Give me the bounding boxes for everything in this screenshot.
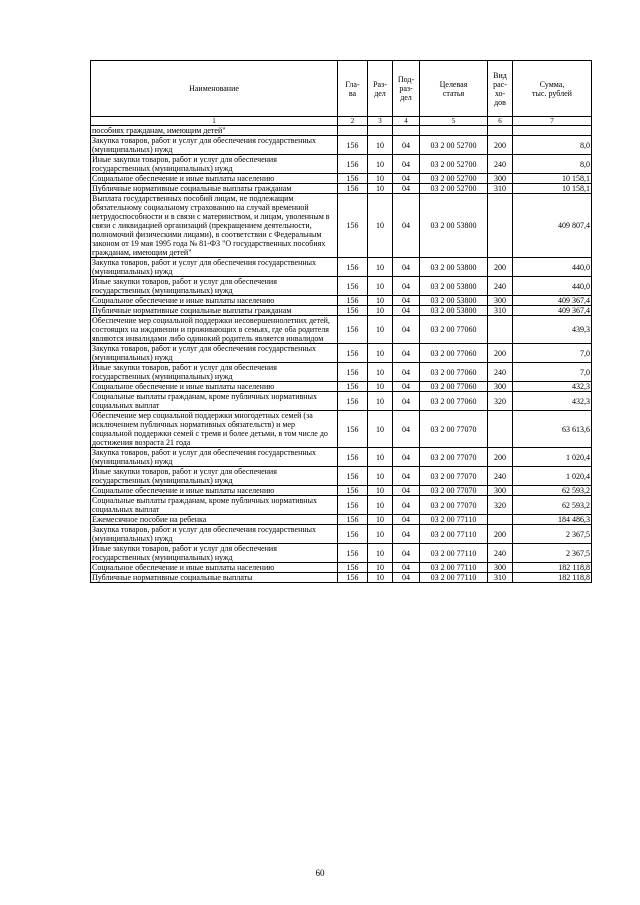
cell-amount: 432,3 [513,392,592,411]
cell-razdel: 10 [368,563,393,573]
cell-podrazdel: 04 [393,448,420,467]
header-razdel: Раз- дел [368,61,393,117]
table-row [91,155,592,174]
cell-target-article: 03 2 00 77070 [420,486,488,496]
cell-amount: 409 367,4 [513,306,592,316]
cell-amount: 182 118,8 [513,573,592,583]
cell-razdel: 10 [368,306,393,316]
cell-razdel: 10 [368,363,393,382]
cell-expense-type: 240 [488,467,513,486]
cell-razdel: 10 [368,258,393,277]
cell-razdel: 10 [368,174,393,184]
cell-glava: 156 [338,184,368,194]
cell-podrazdel: 04 [393,382,420,392]
cell-glava: 156 [338,448,368,467]
cell-glava: 156 [338,382,368,392]
cell-target-article: 03 2 00 77070 [420,448,488,467]
cell-amount: 7,0 [513,363,592,382]
cell-glava: 156 [338,525,368,544]
cell-glava: 156 [338,563,368,573]
cell-expense-type: 300 [488,174,513,184]
cell-target-article: 03 2 00 77070 [420,411,488,448]
cell-razdel: 10 [368,155,393,174]
table-row [91,486,592,496]
cell-name: Социальное обеспечение и иные выплаты населению [91,296,338,306]
cell-name: Публичные нормативные социальные выплаты гражданам [91,306,338,316]
cell-expense-type [488,316,513,344]
cell-glava: 156 [338,296,368,306]
cell-name: Социальное обеспечение и иные выплаты населению [91,382,338,392]
cell-glava: 156 [338,174,368,184]
page-number: 60 [315,868,325,878]
cell-expense-type: 200 [488,258,513,277]
cell-target-article: 03 2 00 52700 [420,136,488,155]
table-row [91,411,592,448]
cell-name: Закупка товаров, работ и услуг для обеспечения государственных (муниципальных) нужд [91,448,338,467]
cell-razdel: 10 [368,382,393,392]
cell-amount: 439,3 [513,316,592,344]
cell-glava: 156 [338,194,368,258]
cell-glava: 156 [338,258,368,277]
budget-table [90,60,592,583]
cell-target-article: 03 2 00 53800 [420,296,488,306]
cell-razdel: 10 [368,296,393,306]
cell-podrazdel: 04 [393,184,420,194]
cell-target-article: 03 2 00 77060 [420,363,488,382]
cell-target-article: 03 2 00 77110 [420,515,488,525]
cell-target-article: 03 2 00 77060 [420,382,488,392]
cell-podrazdel: 04 [393,174,420,184]
cell-podrazdel: 04 [393,544,420,563]
cell-podrazdel: 04 [393,496,420,515]
cell-amount: 409 367,4 [513,296,592,306]
cell-target-article: 03 2 00 77110 [420,573,488,583]
cell-expense-type: 300 [488,563,513,573]
cell-razdel: 10 [368,496,393,515]
header-podrazdel: Под- раз- дел [393,61,420,117]
cell-glava: 156 [338,316,368,344]
column-number: 5 [420,117,488,126]
cell-amount: 8,0 [513,155,592,174]
column-number: 4 [393,117,420,126]
cell-expense-type: 310 [488,184,513,194]
cell-name: Социальное обеспечение и иные выплаты населению [91,174,338,184]
cell-name: Обеспечение мер социальной поддержки несовершеннолетних детей, состоящих на иждивении и проживающих в семьях, где оба родителя являются инвалидами либо одинокий родитель является инвалидом [91,316,338,344]
cell-amount: 409 807,4 [513,194,592,258]
cell-amount: 182 118,8 [513,563,592,573]
table-body [91,126,592,583]
cell-amount: 1 020,4 [513,467,592,486]
cell-glava: 156 [338,573,368,583]
cell-amount: 62 593,2 [513,496,592,515]
table-row [91,126,592,136]
cell-amount: 63 613,6 [513,411,592,448]
cell-razdel: 10 [368,184,393,194]
table-row [91,136,592,155]
table-row [91,277,592,296]
cell-target-article: 03 2 00 52700 [420,184,488,194]
cell-target-article: 03 2 00 77110 [420,525,488,544]
cell-expense-type: 300 [488,486,513,496]
cell-amount: 10 158,1 [513,184,592,194]
cell-amount: 440,0 [513,258,592,277]
column-number: 1 [91,117,338,126]
header-glava: Гла- ва [338,61,368,117]
table-row [91,563,592,573]
cell-expense-type: 200 [488,448,513,467]
cell-target-article: 03 2 00 77060 [420,316,488,344]
cell-glava: 156 [338,411,368,448]
cell-name: Иные закупки товаров, работ и услуг для обеспечения государственных (муниципальных) нужд [91,544,338,563]
table-row [91,184,592,194]
cell-razdel: 10 [368,344,393,363]
cell-podrazdel: 04 [393,277,420,296]
column-number: 3 [368,117,393,126]
cell-razdel: 10 [368,448,393,467]
cell-expense-type: 310 [488,306,513,316]
table-row [91,525,592,544]
table-row [91,363,592,382]
cell-razdel: 10 [368,136,393,155]
cell-podrazdel: 04 [393,525,420,544]
cell-name: Социальное обеспечение и иные выплаты населению [91,486,338,496]
cell-razdel: 10 [368,467,393,486]
cell-podrazdel: 04 [393,258,420,277]
cell-razdel [368,126,393,136]
cell-podrazdel: 04 [393,392,420,411]
cell-name: Закупка товаров, работ и услуг для обеспечения государственных (муниципальных) нужд [91,344,338,363]
cell-podrazdel: 04 [393,306,420,316]
cell-glava: 156 [338,392,368,411]
cell-glava: 156 [338,306,368,316]
cell-amount: 10 158,1 [513,174,592,184]
cell-podrazdel: 04 [393,573,420,583]
cell-target-article: 03 2 00 77110 [420,563,488,573]
cell-expense-type: 200 [488,525,513,544]
cell-name: Иные закупки товаров, работ и услуг для обеспечения государственных (муниципальных) нужд [91,277,338,296]
table-row [91,467,592,486]
cell-expense-type: 200 [488,344,513,363]
cell-amount: 7,0 [513,344,592,363]
table-row [91,515,592,525]
cell-amount: 2 367,5 [513,525,592,544]
cell-razdel: 10 [368,486,393,496]
cell-amount: 62 593,2 [513,486,592,496]
cell-podrazdel: 04 [393,155,420,174]
cell-podrazdel: 04 [393,363,420,382]
column-number-row [91,117,592,126]
table-row [91,296,592,306]
cell-name: Иные закупки товаров, работ и услуг для обеспечения государственных (муниципальных) нужд [91,467,338,486]
cell-name: Публичные нормативные социальные выплаты [91,573,338,583]
cell-target-article: 03 2 00 52700 [420,174,488,184]
cell-razdel: 10 [368,392,393,411]
cell-glava: 156 [338,155,368,174]
table-row [91,316,592,344]
cell-glava: 156 [338,344,368,363]
cell-expense-type [488,126,513,136]
cell-glava: 156 [338,363,368,382]
cell-target-article: 03 2 00 77060 [420,344,488,363]
cell-amount: 440,0 [513,277,592,296]
cell-target-article [420,126,488,136]
cell-amount: 8,0 [513,136,592,155]
cell-name: Ежемесячное пособие на ребенка [91,515,338,525]
cell-glava [338,126,368,136]
header-name: Наименование [91,61,338,117]
column-number: 2 [338,117,368,126]
header-row [91,61,592,117]
cell-name: Иные закупки товаров, работ и услуг для обеспечения государственных (муниципальных) нужд [91,363,338,382]
cell-name: Обеспечение мер социальной поддержки многодетных семей (за исключением публичных нормативных обязательств) и мер социальной поддержки семей с тремя и более детьми, в том числе до достижения возраста 21 года [91,411,338,448]
cell-name: Социальное обеспечение и иные выплаты населению [91,563,338,573]
cell-expense-type: 240 [488,277,513,296]
cell-target-article: 03 2 00 53800 [420,258,488,277]
cell-podrazdel: 04 [393,467,420,486]
cell-razdel: 10 [368,544,393,563]
cell-target-article: 03 2 00 77110 [420,544,488,563]
cell-glava: 156 [338,277,368,296]
cell-expense-type: 240 [488,363,513,382]
table-row [91,448,592,467]
table-row [91,382,592,392]
cell-razdel: 10 [368,525,393,544]
cell-expense-type: 200 [488,136,513,155]
cell-razdel: 10 [368,515,393,525]
cell-target-article: 03 2 00 77070 [420,467,488,486]
table-row [91,306,592,316]
cell-target-article: 03 2 00 53800 [420,306,488,316]
cell-expense-type [488,411,513,448]
cell-amount: 1 020,4 [513,448,592,467]
cell-target-article: 03 2 00 77060 [420,392,488,411]
table-row [91,258,592,277]
cell-razdel: 10 [368,411,393,448]
cell-name: Иные закупки товаров, работ и услуг для обеспечения государственных (муниципальных) нужд [91,155,338,174]
cell-expense-type [488,515,513,525]
cell-name: Социальные выплаты гражданам, кроме публичных нормативных социальных выплат [91,392,338,411]
cell-expense-type: 300 [488,382,513,392]
cell-expense-type: 310 [488,573,513,583]
column-number: 7 [513,117,592,126]
cell-razdel: 10 [368,316,393,344]
table-row [91,496,592,515]
table-row [91,194,592,258]
cell-glava: 156 [338,544,368,563]
cell-name: Закупка товаров, работ и услуг для обеспечения государственных (муниципальных) нужд [91,525,338,544]
cell-glava: 156 [338,136,368,155]
cell-expense-type: 320 [488,392,513,411]
table-row [91,174,592,184]
cell-expense-type [488,194,513,258]
table-row [91,392,592,411]
cell-podrazdel: 04 [393,136,420,155]
cell-expense-type: 300 [488,296,513,306]
cell-podrazdel: 04 [393,563,420,573]
cell-podrazdel: 04 [393,296,420,306]
cell-expense-type: 240 [488,544,513,563]
cell-target-article: 03 2 00 53800 [420,277,488,296]
cell-razdel: 10 [368,277,393,296]
cell-podrazdel: 04 [393,344,420,363]
table-row [91,344,592,363]
cell-name: Социальные выплаты гражданам, кроме публичных нормативных социальных выплат [91,496,338,515]
cell-podrazdel: 04 [393,411,420,448]
cell-amount: 2 367,5 [513,544,592,563]
cell-name: пособиях гражданам, имеющим детей" [91,126,338,136]
cell-glava: 156 [338,467,368,486]
cell-glava: 156 [338,496,368,515]
cell-name: Закупка товаров, работ и услуг для обеспечения государственных (муниципальных) нужд [91,258,338,277]
cell-amount: 432,3 [513,382,592,392]
cell-podrazdel: 04 [393,194,420,258]
cell-expense-type: 320 [488,496,513,515]
cell-target-article: 03 2 00 53800 [420,194,488,258]
table-row [91,573,592,583]
cell-name: Публичные нормативные социальные выплаты гражданам [91,184,338,194]
cell-amount [513,126,592,136]
cell-amount: 184 486,3 [513,515,592,525]
cell-name: Выплата государственных пособий лицам, не подлежащим обязательному социальному страхованию на случай временной нетрудоспособности и в связи с материнством, и лицам, уволенным в связи с ликвидацией организаций (прекращением деятельности, полномочий физическими лицами), в соответствии с Федеральным законом от 19 мая 1995 года № 81-ФЗ "О государственных пособиях гражданам, имеющим детей" [91,194,338,258]
cell-expense-type: 240 [488,155,513,174]
cell-target-article: 03 2 00 77070 [420,496,488,515]
cell-target-article: 03 2 00 52700 [420,155,488,174]
header-statya: Целевая статья [420,61,488,117]
cell-razdel: 10 [368,194,393,258]
table-row [91,544,592,563]
cell-podrazdel: 04 [393,515,420,525]
cell-glava: 156 [338,486,368,496]
cell-podrazdel [393,126,420,136]
header-summa: Сумма, тыс. рублей [513,61,592,117]
cell-glava: 156 [338,515,368,525]
cell-name: Закупка товаров, работ и услуг для обеспечения государственных (муниципальных) нужд [91,136,338,155]
header-vid: Вид рас- хо- дов [488,61,513,117]
cell-razdel: 10 [368,573,393,583]
column-number: 6 [488,117,513,126]
cell-podrazdel: 04 [393,486,420,496]
cell-podrazdel: 04 [393,316,420,344]
